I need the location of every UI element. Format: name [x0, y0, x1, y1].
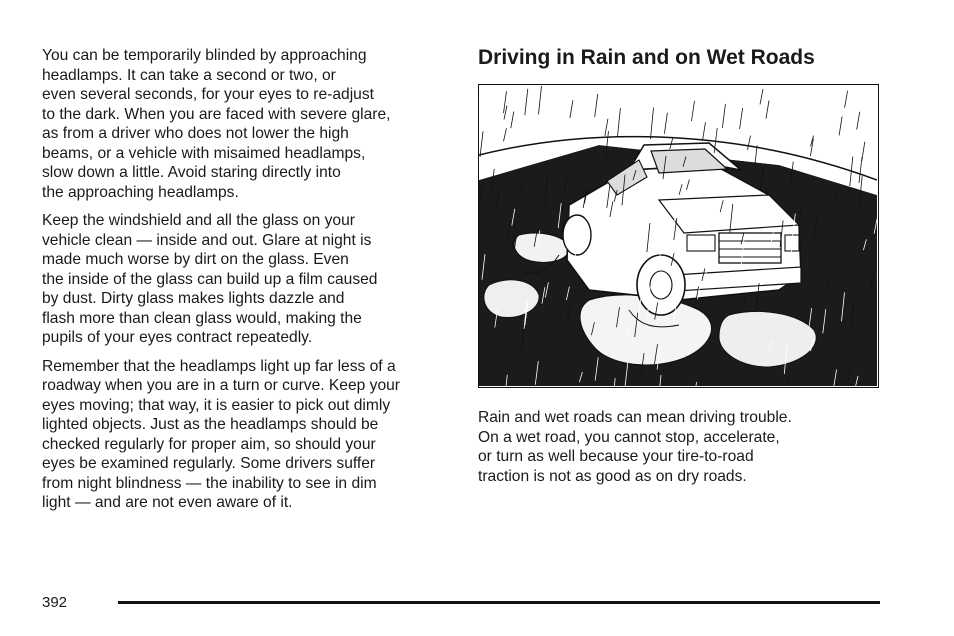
pickup-truck-in-rain-illustration [478, 84, 879, 388]
footer-rule [118, 601, 880, 604]
left-column [42, 46, 452, 522]
paragraph-clean-glass: Keep the windshield and all the glass on your vehicle clean — inside and out. Glare at night is made much worse by dirt on the glass. Even the inside of the glass can build up a film caused by dust. Dirty glass makes lights dazzle and flash more than clean glass would, making the pupils of your eyes contract repeatedly. [42, 212, 378, 346]
paragraph-curves-night-blindness: Remember that the headlamps light up far less of a roadway when you are in a turn or curve. Keep your eyes moving; that way, it is easier to pick out dimly lighted objects. Just as the headlamps should be checked regularly for proper aim, so should your eyes be examined regularly. Some drivers suffer from night blindness — the inability to see in dim light — and are not even aware of it. [42, 357, 400, 511]
illustration-caption: Rain and wet roads can mean driving trouble. On a wet road, you cannot stop, accelerate, or turn as well because your tire-to-road traction is not as good as on dry roads. [478, 409, 792, 485]
page-number: 392 [42, 594, 68, 611]
paragraph-glare: You can be temporarily blinded by approaching headlamps. It can take a second or two, or even several seconds, for your eyes to re-adjust to the dark. When you are faced with severe glare, as from a driver who does not lower the high beams, or a vehicle with misaimed headlamps, slow down a little. Avoid staring directly into the approaching headlamps. [42, 47, 391, 201]
section-heading: Driving in Rain and on Wet Roads [478, 46, 815, 69]
right-column [478, 44, 888, 486]
